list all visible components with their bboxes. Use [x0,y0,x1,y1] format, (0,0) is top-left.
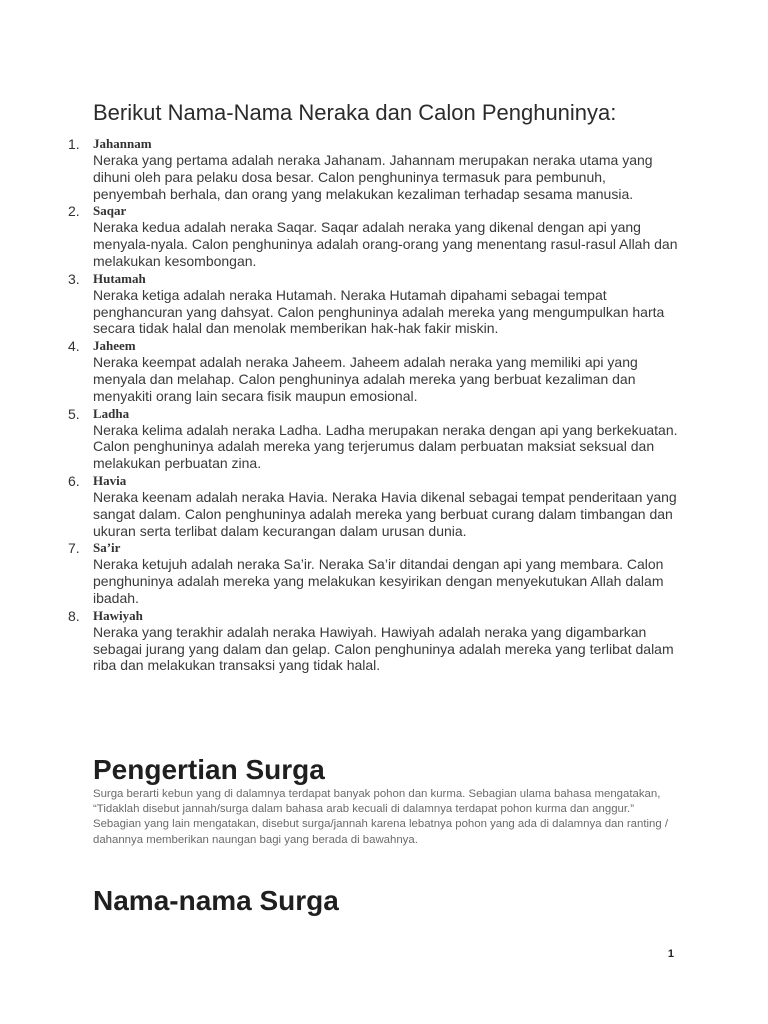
list-item [0,337,768,404]
item-description: Neraka ketiga adalah neraka Hutamah. Neraka Hutamah dipahami sebagai tempat penghancuran yang dahsyat. Calon penghuninya adalah mereka yang mengumpulkan harta secara tidak halal dan menolak memberikan hak-hak fakir miskin. [93,286,665,337]
item-number: 7. [68,540,80,557]
item-description: Neraka yang pertama adalah neraka Jahanam. Jahannam merupakan neraka utama yang dihuni oleh para pelaku dosa besar. Calon penghuninya termasuk para pembunuh, penyembah berhala, dan orang yang melakukan kezaliman terhadap sesama manusia. [93,152,653,202]
list-item [0,607,768,674]
item-description: Neraka keenam adalah neraka Havia. Neraka Havia dikenal sebagai tempat penderitaan yang sangat dalam. Calon penghuninya adalah mereka yang berbuat curang dalam timbangan dan ukuran serta terlibat dalam kecurangan dalam urusan dunia. [93,488,677,539]
item-number: 4. [68,338,80,355]
item-description: Neraka ketujuh adalah neraka Sa’ir. Neraka Sa’ir ditandai dengan api yang membara. Calon penghuninya adalah mereka yang melakukan kesyirikan dengan menyekutukan Allah dalam ibadah. [93,556,664,606]
hell-list [0,135,768,674]
item-name: Jaheem [93,338,136,354]
item-number: 2. [68,203,80,220]
item-number: 5. [68,405,80,422]
item-number: 8. [68,607,80,624]
item-name: Hutamah [93,270,146,286]
section-heading-nama-surga: Nama-nama Surga [93,885,339,916]
item-number: 1. [68,136,80,152]
item-description: Neraka keempat adalah neraka Jaheem. Jaheem adalah neraka yang memiliki api yang menyala dan melahap. Calon penghuninya adalah mereka yang berbuat kezaliman dan menyakiti orang lain secara fisik maupun emosional. [93,354,638,404]
item-number: 6. [68,472,80,489]
item-description: Neraka kedua adalah neraka Saqar. Saqar adalah neraka yang dikenal dengan api yang menyala-nyala. Calon penghuninya adalah orang-orang yang menentang rasul-rasul Allah dan melakukan kesombongan. [93,219,678,269]
item-name: Havia [93,472,127,488]
list-item [0,270,768,337]
section-heading-pengertian-surga: Pengertian Surga [93,754,325,785]
surga-paragraph: Surga berarti kebun yang di dalamnya terdapat banyak pohon dan kurma. Sebagian ulama bahasa mengatakan, “Tidaklah disebut jannah/surga dalam bahasa arab kecuali di dalamnya terdapat pohon kurma dan anggur.” Sebagian yang lain mengatakan, disebut surga/jannah karena lebatnya pohon yang ada di dalamnya dan ranting / dahannya memberikan naungan bagi yang berada di bawahnya. [93,788,669,846]
item-number: 3. [68,270,80,287]
list-item [0,539,768,606]
page-number: 1 [667,948,674,960]
intro-title: Berikut Nama-Nama Neraka dan Calon Penghuninya: [93,100,617,125]
item-description: Neraka yang terakhir adalah neraka Hawiyah. Hawiyah adalah neraka yang digambarkan sebagai jurang yang dalam dan gelap. Calon penghuninya adalah mereka yang terlibat dalam riba dan melakukan transaksi yang tidak halal. [93,623,674,674]
item-description: Neraka kelima adalah neraka Ladha. Ladha merupakan neraka dengan api yang berkekuatan. Calon penghuninya adalah mereka yang terjerumus dalam perbuatan maksiat seksual dan melakukan perbuatan zina. [93,421,678,472]
list-item [0,202,768,269]
item-name: Hawiyah [93,607,143,623]
list-item [0,135,768,202]
item-name: Sa’ir [93,540,121,556]
item-name: Ladha [93,405,130,421]
list-item [0,405,768,472]
list-item [0,472,768,539]
item-name: Jahannam [93,136,152,151]
item-name: Saqar [93,203,127,219]
